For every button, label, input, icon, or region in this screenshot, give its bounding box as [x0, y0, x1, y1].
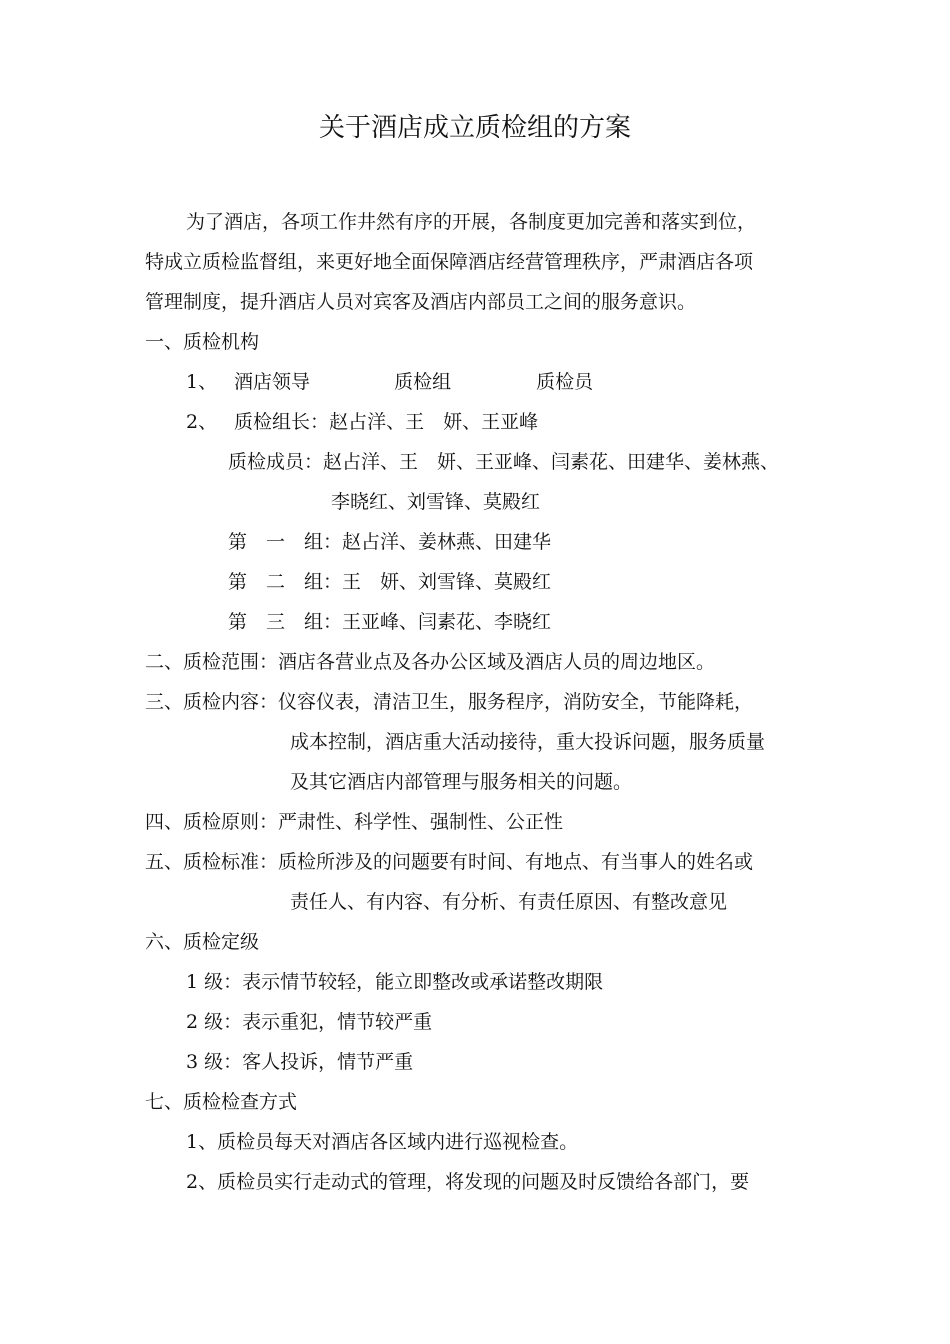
member-value-line-2: 李晓红、刘雪锋、莫殿红	[331, 491, 541, 513]
group-label: 第 三 组：	[228, 611, 343, 633]
section-label: 二、质检范围：	[145, 651, 279, 673]
section-label: 三、质检内容：	[145, 691, 279, 713]
section-1-item-2	[186, 402, 538, 442]
group-value: 王 妍、刘雪锋、莫殿红	[342, 571, 552, 593]
intro-line-1: 为了酒店，各项工作井然有序的开展，各制度更加完善和落实到位，	[186, 211, 757, 233]
group-value: 赵占洋、姜林燕、田建华	[342, 531, 552, 553]
org-col-leader: 酒店领导	[234, 371, 311, 393]
section-value-line-1: 质检所涉及的问题要有时间、有地点、有当事人的姓名或	[278, 851, 754, 873]
member-label: 质检成员：	[228, 451, 324, 473]
document-title: 关于酒店成立质检组的方案	[318, 113, 631, 143]
group-value: 王亚峰、闫素花、李晓红	[342, 611, 552, 633]
section-3	[145, 682, 753, 722]
section-7-item-1: 1、质检员每天对酒店各区域内进行巡视检查。	[186, 1131, 579, 1153]
group-label: 第 二 组：	[228, 571, 343, 593]
section-value: 酒店各营业点及各办公区域及酒店人员的周边地区。	[278, 651, 716, 673]
members-row	[228, 442, 779, 482]
intro-line-2: 特成立质检监督组，来更好地全面保障酒店经营管理秩序，严肃酒店各项	[145, 251, 754, 273]
section-3-line-2: 成本控制，酒店重大活动接待，重大投诉问题，服务质量	[290, 731, 766, 753]
section-6-heading: 六、质检定级	[145, 931, 260, 953]
level-1: 1 级：表示情节较轻，能立即整改或承诺整改期限	[186, 971, 604, 993]
intro-line-3: 管理制度，提升酒店人员对宾客及酒店内部员工之间的服务意识。	[145, 291, 697, 313]
org-col-group: 质检组	[394, 371, 452, 393]
group-row-1	[228, 522, 551, 562]
leader-label: 质检组长：	[234, 411, 330, 433]
item-number: 2、	[186, 411, 218, 433]
leader-value: 赵占洋、王 妍、王亚峰	[329, 411, 539, 433]
section-label: 五、质检标准：	[145, 851, 279, 873]
group-row-2	[228, 562, 551, 602]
section-5	[145, 842, 753, 882]
section-2	[145, 642, 715, 682]
member-value-line-1: 赵占洋、王 妍、王亚峰、闫素花、田建华、姜林燕、	[323, 451, 780, 473]
level-3: 3 级：客人投诉，情节严重	[186, 1051, 414, 1073]
section-value: 严肃性、科学性、强制性、公正性	[278, 811, 564, 833]
section-7-heading: 七、质检检查方式	[145, 1091, 298, 1113]
group-row-3	[228, 602, 551, 642]
group-label: 第 一 组：	[228, 531, 343, 553]
section-1-heading: 一、质检机构	[145, 331, 260, 353]
section-3-line-3: 及其它酒店内部管理与服务相关的问题。	[290, 771, 633, 793]
section-value-line-1: 仪容仪表，清洁卫生，服务程序，消防安全，节能降耗，	[278, 691, 754, 713]
section-4	[145, 802, 563, 842]
section-1-item-1	[186, 362, 593, 402]
section-7-item-2: 2、质检员实行走动式的管理，将发现的问题及时反馈给各部门，要	[186, 1171, 750, 1193]
org-col-inspector: 质检员	[536, 371, 594, 393]
level-2: 2 级：表示重犯，情节较严重	[186, 1011, 433, 1033]
section-label: 四、质检原则：	[145, 811, 279, 833]
section-5-line-2: 责任人、有内容、有分析、有责任原因、有整改意见	[290, 891, 728, 913]
item-number: 1、	[186, 371, 218, 393]
